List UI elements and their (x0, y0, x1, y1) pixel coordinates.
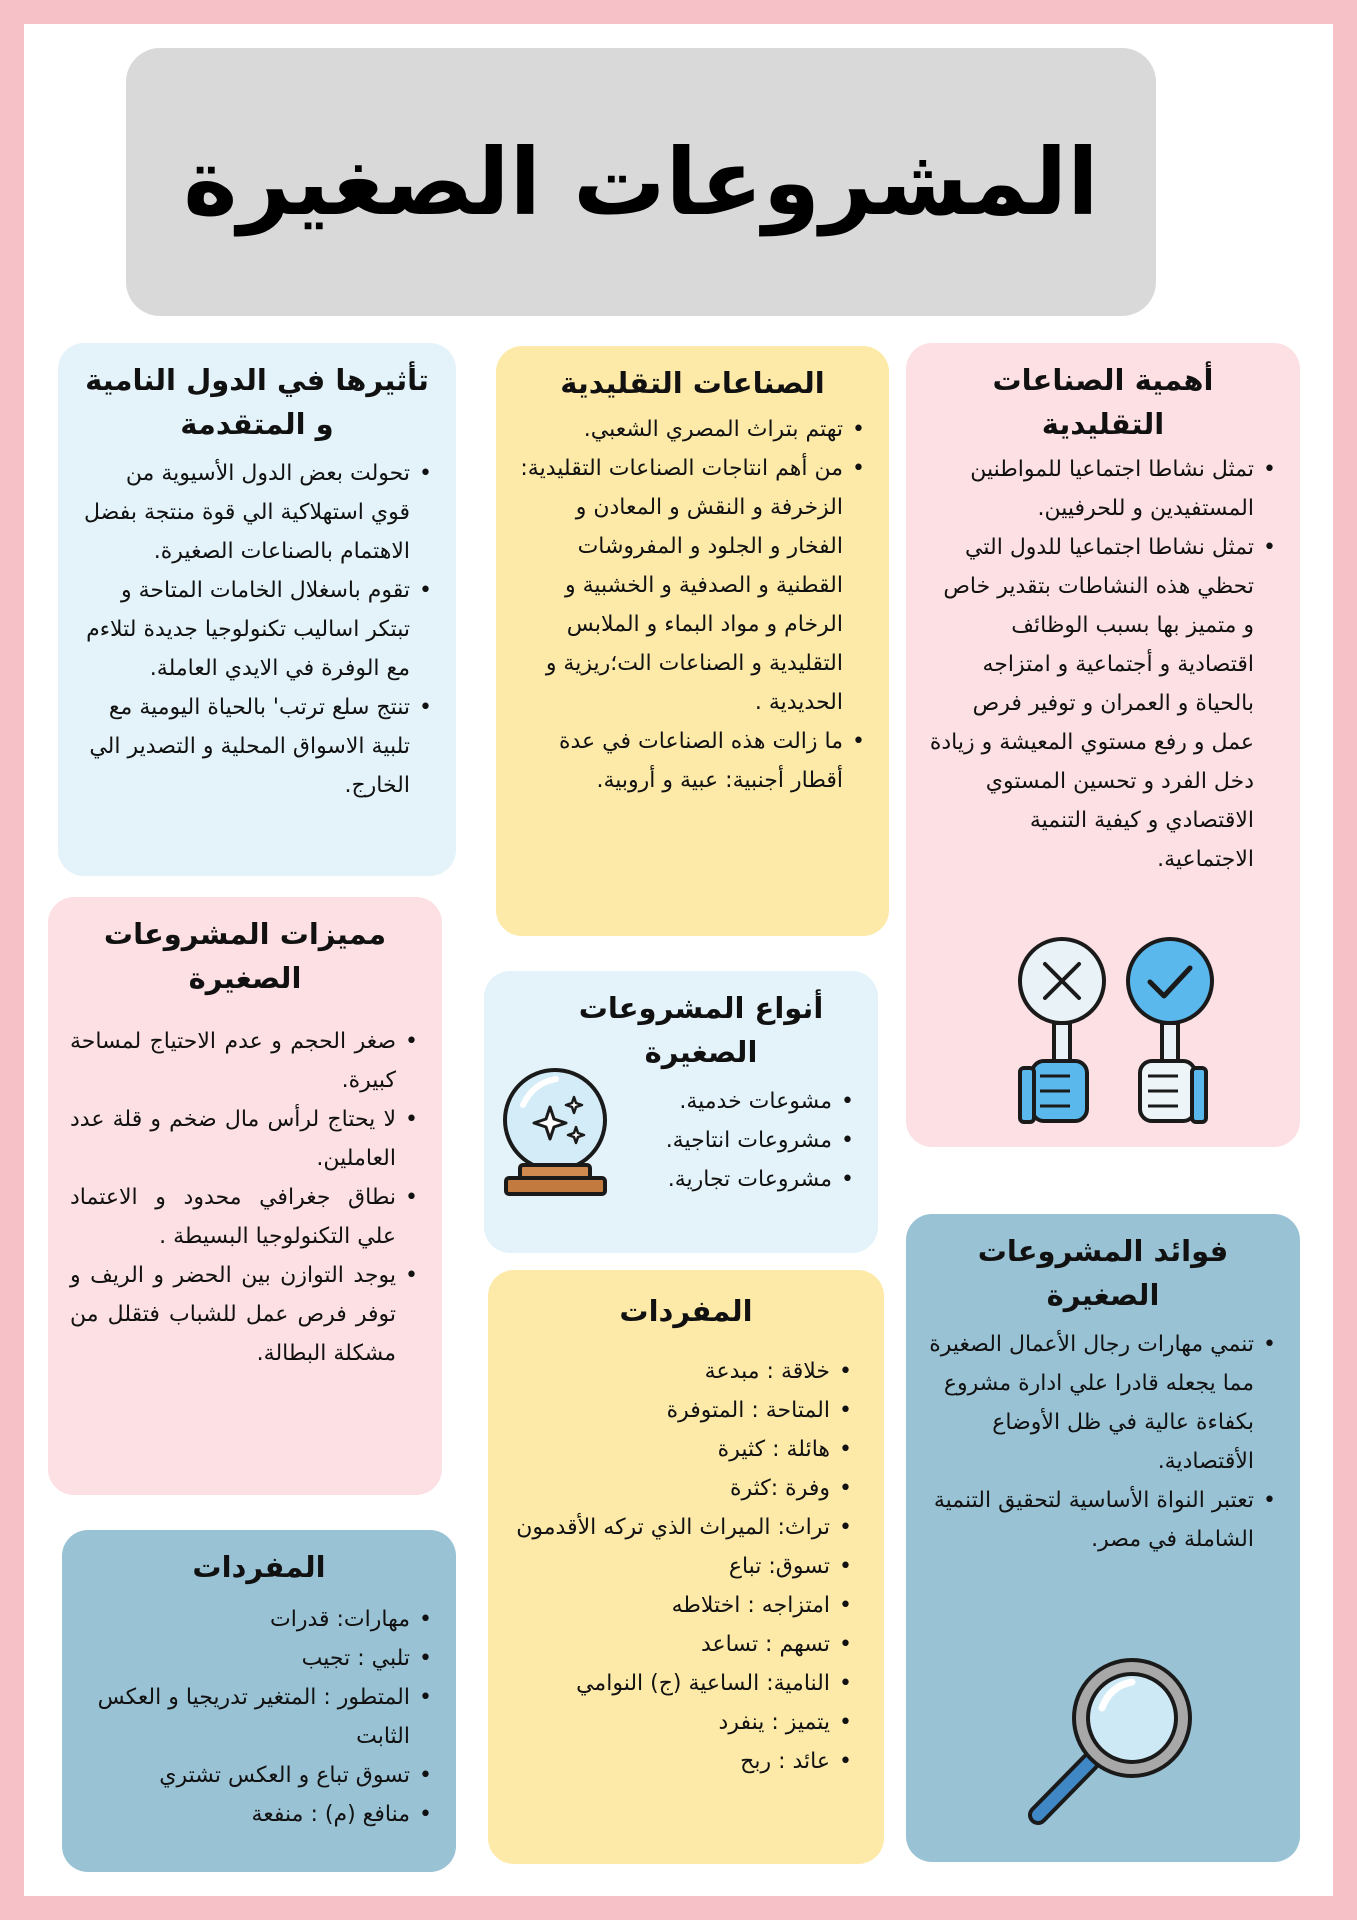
list-item: • تسهم : تساعد (510, 1625, 830, 1664)
vocabulary-card-yellow (488, 1270, 884, 1864)
traditional-industries-card (496, 346, 889, 936)
list-item: • المتطور : المتغير تدريجيا و العكس الثابت (84, 1678, 410, 1756)
impact-list (80, 454, 434, 805)
reject-hand-icon (1020, 939, 1104, 1122)
list-item: • لا يحتاج لرأس مال ضخم و قلة عدد العاملين. (70, 1100, 396, 1178)
list-item: • مشروعات تجارية. (656, 1160, 832, 1199)
list-item: • عائد : ربح (510, 1742, 830, 1781)
list-item: • تسوق تباع و العكس تشتري (84, 1756, 410, 1795)
list-item: • تحولت بعض الدول الأسيوية من قوي استهلاكية الي قوة منتجة بفضل الاهتمام بالصناعات الصغيرة. (80, 454, 410, 571)
types-list (656, 1082, 856, 1199)
list-item: • من أهم انتاجات الصناعات التقليدية: الزخرفة و النقش و المعادن و الفخار و الجلود و المفروشات القطنية و الصدفية و الخشبية و الرخام و مواد البماء و الملابس التقليدية و الصناعات الت؛ريزية و الحديدية . (518, 449, 843, 722)
features-list (70, 1022, 420, 1373)
list-item: • مشروعات انتاجية. (656, 1121, 832, 1160)
importance-list (928, 450, 1278, 879)
list-item: • تنمي مهارات رجال الأعمال الصغيرة مما يجعله قادرا علي ادارة مشروع بكفاءة عالية في ظل الأوضاع الأقتصادية. (928, 1325, 1254, 1481)
vocabulary-card-blue (62, 1530, 456, 1872)
list-item: • تهتم بتراث المصري الشعبي. (518, 410, 843, 449)
list-item: • وفرة :كثرة (510, 1469, 830, 1508)
list-item: • يتميز : ينفرد (510, 1703, 830, 1742)
list-item: • تراث: الميراث الذي تركه الأقدمون (510, 1508, 830, 1547)
list-item: • يوجد التوازن بين الحضر و الريف و توفر فرص عمل للشباب فتقلل من مشكلة البطالة. (70, 1256, 396, 1373)
list-item: • تعتبر النواة الأساسية لتحقيق التنمية الشاملة في مصر. (928, 1481, 1254, 1559)
approve-reject-hands-illustration (1012, 936, 1222, 1136)
list-item: • منافع (م) : منفعة (84, 1795, 410, 1834)
features-card (48, 897, 442, 1495)
list-item: • تمثل نشاطا اجتماعيا للدول التي تحظي هذه النشاطات بتقدير خاص و متميز بها بسبب الوظائف اقتصادية و أجتماعية و امتزاجه بالحياة و العمران و توفير فرص عمل و رفع مستوي المعيشة و زيادة دخل الفرد و تحسين المستوي الاقتصادي و كيفية التنمية الاجتماعية. (928, 528, 1254, 879)
traditional-list (518, 410, 867, 800)
list-item: • تسوق: تباع (510, 1547, 830, 1586)
list-item: • تلبي : تجيب (84, 1639, 410, 1678)
vocabulary-list (510, 1352, 862, 1781)
list-item: • مشوعات خدمية. (656, 1082, 832, 1121)
list-item: • تقوم باسغلال الخامات المتاحة و تبتكر اساليب تكنولوجيا جديدة لتلاءم مع الوفرة في الايدي العاملة. (80, 571, 410, 688)
page-title: المشروعات الصغيرة (183, 128, 1099, 236)
list-item: • ما زالت هذه الصناعات في عدة أقطار أجنبية: عبية و أروبية. (518, 722, 843, 800)
list-item: • النامية: الساعية (ج) النوامي (510, 1664, 830, 1703)
list-item: • خلاقة : مبدعة (510, 1352, 830, 1391)
crystal-ball-icon (498, 1065, 613, 1200)
list-item: • هائلة : كثيرة (510, 1430, 830, 1469)
traditional-heading: الصناعات التقليدية (560, 366, 825, 400)
types-heading: أنواع المشروعات الصغيرة (578, 991, 824, 1069)
title-banner (126, 48, 1156, 316)
approve-hand-icon (1128, 939, 1212, 1122)
vocabulary-heading: المفردات (192, 1550, 326, 1584)
importance-heading: أهمية الصناعات التقليدية (992, 363, 1214, 441)
magnifying-glass-icon (1020, 1650, 1205, 1835)
impact-heading: تأثيرها في الدول النامية و المتقدمة (85, 363, 429, 441)
impact-card (58, 343, 456, 876)
benefits-list (928, 1325, 1278, 1559)
vocabulary-heading: المفردات (619, 1294, 753, 1328)
list-item: • مهارات: قدرات (84, 1600, 410, 1639)
vocabulary-list (84, 1600, 434, 1834)
list-item: • نطاق جغرافي محدود و الاعتماد علي التكنولوجيا البسيطة . (70, 1178, 396, 1256)
list-item: • صغر الحجم و عدم الاحتياج لمساحة كبيرة. (70, 1022, 396, 1100)
list-item: • تمثل نشاطا اجتماعيا للمواطنين المستفيدين و للحرفيين. (928, 450, 1254, 528)
list-item: • امتزاجه : اختلاطه (510, 1586, 830, 1625)
list-item: • المتاحة : المتوفرة (510, 1391, 830, 1430)
list-item: • تنتج سلع ترتب' بالحياة اليومية مع تلبية الاسواق المحلية و التصدير الي الخارج. (80, 688, 410, 805)
benefits-heading: فوائد المشروعات الصغيرة (977, 1234, 1229, 1312)
features-heading: مميزات المشروعات الصغيرة (103, 917, 387, 995)
